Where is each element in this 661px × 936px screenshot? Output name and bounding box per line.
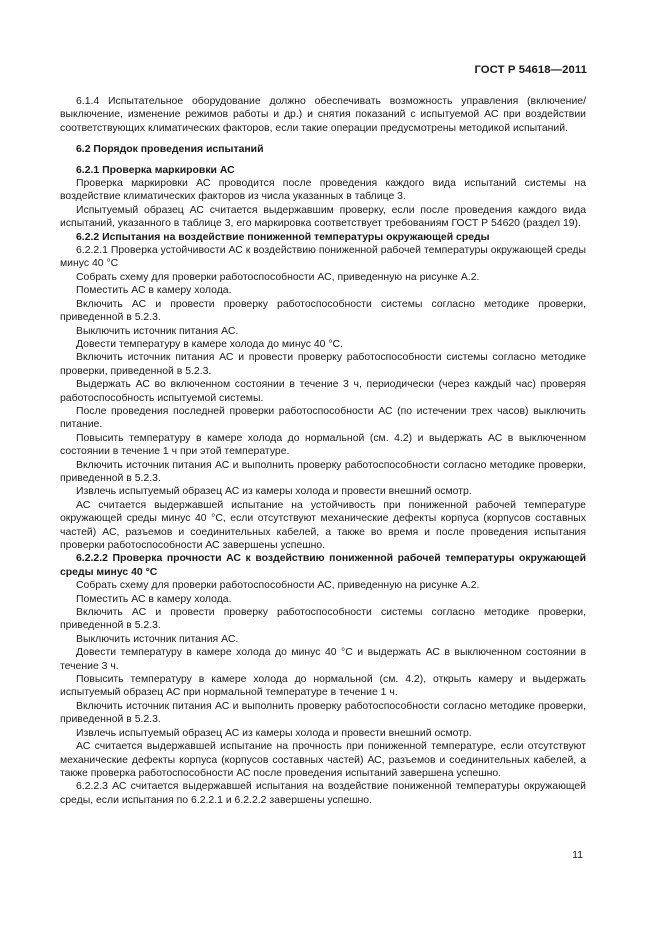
section-heading: 6.2 Порядок проведения испытаний: [76, 144, 264, 156]
paragraph: АС считается выдержавшей испытание на прочность при пониженной температуре, если отсутствуют механические дефекты корпуса (корпусов составных частей) АС, разъемов и соединительных кабелей, а также проверка работоспособности АС после проведения испытаний завершена успешно.: [60, 741, 586, 779]
paragraph: 6.1.4 Испытательное оборудование должно обеспечивать возможность управления (включение/выключение, изменение режимов работы и др.) и снятия показаний с испытуемой АС при воздействии соответствующих климатических факторов, если такие операции предусмотрены методикой испытаний.: [60, 96, 586, 134]
paragraph: Собрать схему для проверки работоспособности АС, приведенную на рисунке А.2.: [76, 271, 480, 283]
paragraph: 6.2.2.1 Проверка устойчивости АС к воздействию пониженной рабочей температуры окружающей среды минус 40 °С: [60, 245, 586, 270]
page-number: 11: [572, 849, 583, 861]
paragraph: Проверка маркировки АС проводится после проведения каждого вида испытаний системы на воздействие климатических факторов из числа указанных в таблице 3.: [60, 178, 586, 203]
paragraph: Включить АС и провести проверку работоспособности системы согласно методике проверки, приведенной в 5.2.3.: [60, 298, 586, 324]
paragraph: После проведения последней проверки работоспособности АС (по истечении трех часов) выключить питание.: [60, 405, 586, 431]
paragraph: Включить источник питания АС и выполнить проверку работоспособности согласно методике проверки, приведенной в 5.2.3.: [60, 459, 586, 484]
paragraph: Включить источник питания АС и провести проверку работоспособности системы согласно методике проверки, приведенной в 5.2.3.: [60, 352, 586, 377]
document-header: ГОСТ Р 54618—2011: [474, 64, 587, 76]
paragraph: Поместить АС в камеру холода.: [76, 285, 232, 297]
paragraph: Выключить источник питания АС.: [76, 633, 239, 645]
paragraph: Выдержать АС во включенном состоянии в течение 3 ч, периодически (через каждый час) проверяя работоспособность испытуемой системы.: [60, 379, 586, 404]
paragraph: 6.2.2.3 АС считается выдержавшей испытания на воздействие пониженной температуры окружающей среды, если испытания по 6.2.2.1 и 6.2.2.2 завершены успешно.: [60, 781, 586, 806]
paragraph: Довести температуру в камере холода до минус 40 °С.: [76, 338, 343, 350]
paragraph: Включить АС и провести проверку работоспособности системы согласно методике проверки, приведенной в 5.2.3.: [60, 607, 586, 632]
paragraph: Испытуемый образец АС считается выдержавшим проверку, если после проведения каждого вида испытаний, указанного в таблице 3, его маркировка соответствует требованиям ГОСТ Р 54620 (раздел 19).: [60, 204, 586, 230]
subsection-heading: 6.2.1 Проверка маркировки АС: [76, 164, 235, 176]
document-body: [60, 95, 586, 807]
paragraph: Включить источник питания АС и выполнить проверку работоспособности согласно методике проверки, приведенной в 5.2.3.: [60, 700, 586, 726]
paragraph: Извлечь испытуемый образец АС из камеры холода и провести внешний осмотр.: [76, 486, 472, 498]
paragraph: Повысить температуру в камере холода до нормальной (см. 4.2) и выдержать АС в выключенном состоянии в течение 1 ч при этой температуре.: [60, 432, 586, 458]
paragraph: Выключить источник питания АС.: [76, 325, 239, 337]
paragraph: Поместить АС в камеру холода.: [76, 593, 232, 605]
paragraph: Довести температуру в камере холода до минус 40 °С и выдержать АС в выключенном состоянии в течение 3 ч.: [60, 647, 586, 672]
paragraph: Повысить температуру в камере холода до нормальной (см. 4.2), открыть камеру и выдержать испытуемый образец АС при нормальной температуре в течение 1 ч.: [60, 674, 586, 699]
paragraph: Собрать схему для проверки работоспособности АС, приведенную на рисунке А.2.: [76, 580, 480, 592]
paragraph: Извлечь испытуемый образец АС из камеры холода и провести внешний осмотр.: [76, 727, 472, 739]
subsection-heading: 6.2.2 Испытания на воздействие пониженной температуры окружающей среды: [76, 231, 490, 243]
paragraph: АС считается выдержавшей испытание на устойчивость при пониженной рабочей температуре окружающей среды минус 40 °С, если отсутствуют механические дефекты корпуса (корпусов составных частей) АС, разъемов и соединительных кабелей, а также во время и после проведения испытания проверки работоспособности АС завершены успешно.: [60, 499, 586, 551]
subsection-heading: 6.2.2.2 Проверка прочности АС к воздействию пониженной рабочей температуры окружающей среды минус 40 °С: [60, 553, 586, 578]
